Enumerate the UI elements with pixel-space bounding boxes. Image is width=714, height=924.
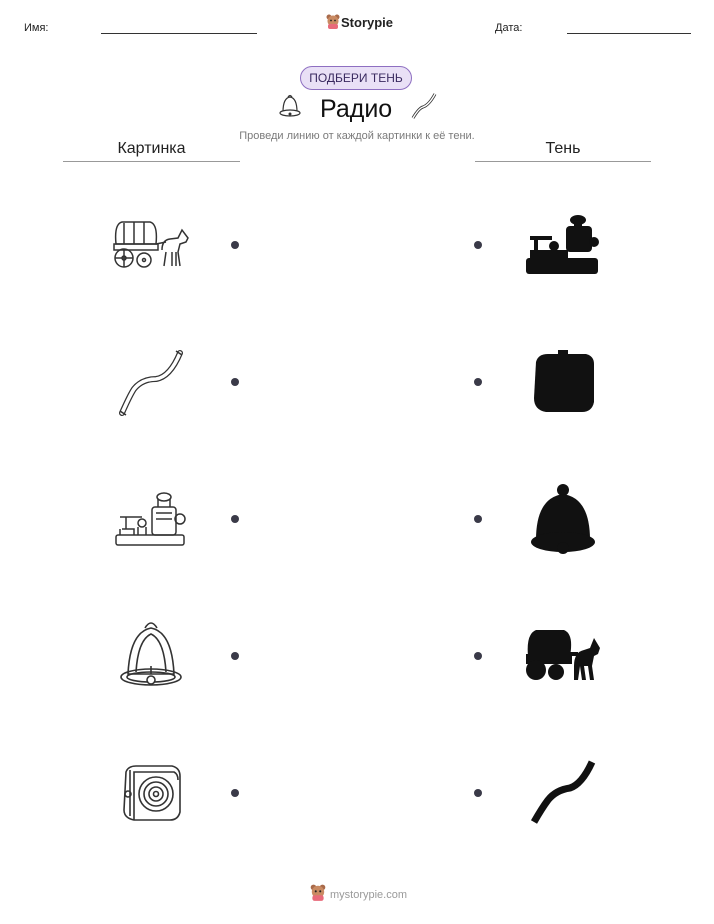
bell-icon (116, 616, 186, 692)
cable-icon (112, 345, 190, 419)
cable-silhouette-icon (526, 756, 600, 828)
page-title: Радио (320, 95, 393, 123)
activity-badge: ПОДБЕРИ ТЕНЬ (300, 66, 412, 90)
left-dot-4[interactable] (231, 652, 239, 660)
speaker-icon (116, 760, 186, 826)
right-dot-2[interactable] (474, 378, 482, 386)
left-dot-2[interactable] (231, 378, 239, 386)
instructions: Проведи линию от каждой картинки к её тени. (239, 130, 475, 142)
bear-logo-icon (326, 14, 340, 30)
right-dot-1[interactable] (474, 241, 482, 249)
left-column-rule (63, 161, 240, 162)
telegraph-icon (112, 487, 194, 551)
date-label: Дата: (495, 22, 523, 34)
right-dot-5[interactable] (474, 789, 482, 797)
left-dot-3[interactable] (231, 515, 239, 523)
name-label: Имя: (24, 22, 49, 34)
wagon-silhouette-icon (524, 626, 604, 684)
cable-icon (409, 90, 439, 122)
left-dot-5[interactable] (231, 789, 239, 797)
bell-icon (277, 92, 303, 120)
name-line[interactable] (101, 33, 257, 34)
left-column-header: Картинка (117, 140, 186, 157)
bell-silhouette-icon (528, 484, 598, 556)
footer-url[interactable]: mystorypie.com (330, 889, 408, 901)
bear-logo-icon (310, 884, 326, 902)
right-dot-4[interactable] (474, 652, 482, 660)
right-dot-3[interactable] (474, 515, 482, 523)
right-column-rule (475, 161, 651, 162)
speaker-silhouette-icon (530, 350, 596, 414)
brand-name: Storypie (341, 15, 394, 30)
date-line[interactable] (567, 33, 691, 34)
wagon-icon (110, 214, 192, 274)
left-dot-1[interactable] (231, 241, 239, 249)
telegraph-silhouette-icon (524, 212, 600, 276)
right-column-header: Тень (545, 140, 581, 157)
